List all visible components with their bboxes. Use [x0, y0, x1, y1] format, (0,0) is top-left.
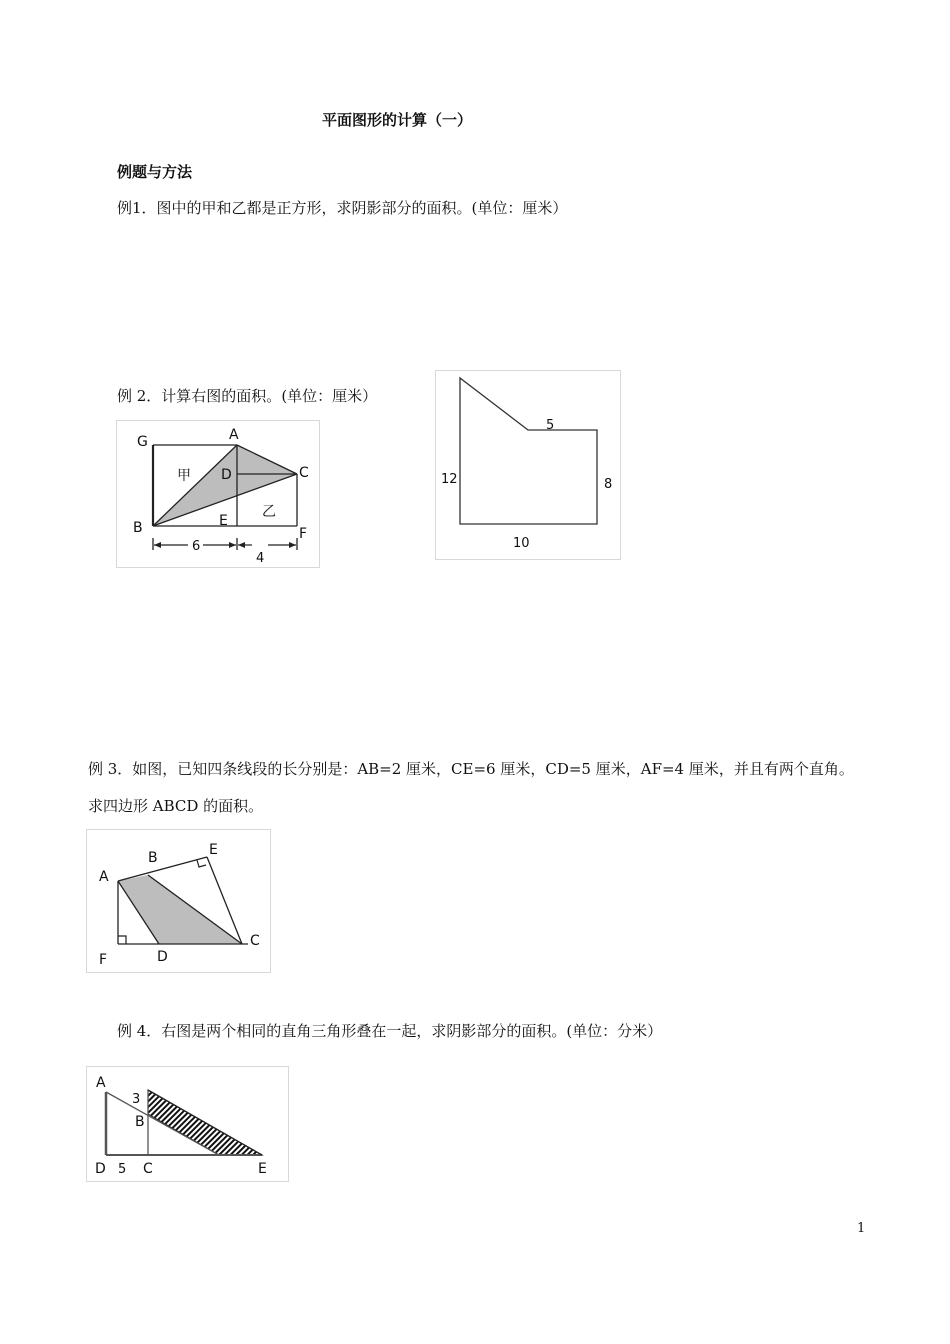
figure-triangles: [86, 1066, 289, 1182]
label-B: B: [133, 520, 143, 536]
label-G: G: [137, 434, 148, 450]
label-F: F: [299, 526, 308, 542]
dimension-4: 4: [256, 551, 265, 566]
label-C: C: [250, 933, 260, 949]
dimension-bottom: 10: [513, 536, 530, 551]
figure-squares: [116, 420, 320, 568]
label-F: F: [99, 952, 108, 968]
dimension-left: 12: [441, 472, 458, 487]
section-heading: 例题与方法: [117, 163, 193, 181]
label-E: E: [209, 842, 218, 858]
label-E: E: [258, 1161, 267, 1177]
figure-quadrilateral: [86, 829, 271, 973]
example-1-text: 例1．图中的甲和乙都是正方形，求阴影部分的面积。(单位：厘米）: [117, 199, 568, 217]
label-C: C: [143, 1161, 153, 1177]
label-yi: 乙: [262, 504, 276, 520]
label-A: A: [96, 1075, 106, 1091]
example-2-text: 例 2．计算右图的面积。(单位：厘米）: [117, 387, 378, 405]
label-D: D: [221, 467, 232, 483]
label-A: A: [99, 869, 109, 885]
example-3-text-line2: 求四边形 ABCD 的面积。: [88, 797, 264, 815]
label-jia: 甲: [177, 468, 191, 484]
dimension-3: 3: [132, 1092, 141, 1107]
label-A: A: [229, 427, 239, 443]
label-D: D: [157, 949, 168, 965]
example-3-text-line1: 例 3．如图，已知四条线段的长分别是：AB=2 厘米，CE=6 厘米，CD=5 厘米，AF=4 厘米，并且有两个直角。: [88, 760, 854, 778]
label-D: D: [95, 1161, 106, 1177]
page-title: 平面图形的计算（一）: [322, 111, 473, 129]
page-number: 1: [857, 1221, 866, 1236]
dimension-5: 5: [118, 1162, 127, 1177]
label-E: E: [219, 513, 228, 529]
label-B: B: [148, 850, 158, 866]
dimension-6: 6: [192, 539, 201, 554]
label-C: C: [299, 465, 309, 481]
label-B: B: [135, 1114, 145, 1130]
figure-polygon: [435, 370, 621, 560]
dimension-right: 8: [604, 477, 613, 492]
example-4-text: 例 4．右图是两个相同的直角三角形叠在一起，求阴影部分的面积。(单位：分米）: [117, 1022, 663, 1040]
dimension-top: 5: [546, 418, 555, 433]
